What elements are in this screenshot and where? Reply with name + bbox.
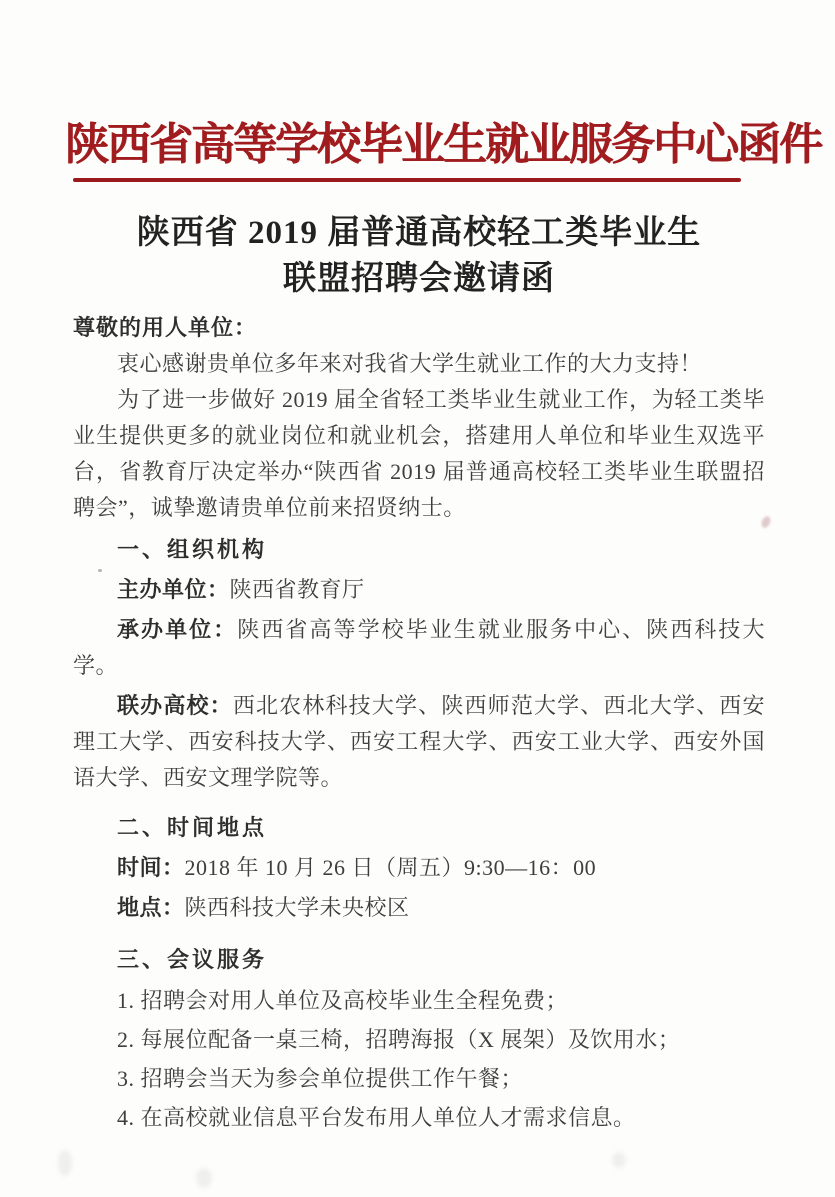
section-heading-services: 三、会议服务: [117, 947, 268, 972]
time-text: 2018 年 10 月 26 日（周五）9:30—16：00: [184, 855, 597, 880]
organizer-co-universities-label: 联办高校：: [117, 693, 233, 718]
letterhead-rule: [73, 178, 741, 182]
service-item-1: 1. 招聘会对用人单位及高校毕业生全程免费；: [117, 988, 569, 1013]
organizer-co-universities-item: [73, 688, 765, 796]
letterhead-title: 陕西省高等学校毕业生就业服务中心函件: [65, 120, 821, 169]
intro-paragraph-invitation: 为了进一步做好 2019 届全省轻工类毕业生就业工作，为轻工类毕业生提供更多的就业岗位和就业机会，搭建用人单位和毕业生双选平台，省教育厅决定举办“陕西省 2019 届普通高校轻工类毕业生联盟招聘会”，诚挚邀请贵单位前来招贤纳士。: [73, 387, 765, 520]
service-item-3: 3. 招聘会当天为参会单位提供工作午餐；: [117, 1066, 524, 1091]
intro-paragraph-thanks: 衷心感谢贵单位多年来对我省大学生就业工作的大力支持！: [117, 351, 703, 376]
document-title: [73, 210, 765, 302]
scan-speck-artifact: [98, 569, 102, 572]
document-title-line1: 陕西省 2019 届普通高校轻工类毕业生: [136, 215, 702, 251]
organizer-undertaker-label: 承办单位：: [117, 617, 238, 642]
organizer-undertaker-item: [73, 612, 765, 684]
service-item-4: 4. 在高校就业信息平台发布用人单位人才需求信息。: [117, 1105, 636, 1130]
place-item: [73, 890, 765, 926]
place-label: 地点：: [117, 895, 185, 920]
scan-smudge-artifact: [612, 1152, 626, 1168]
time-label: 时间：: [117, 855, 185, 880]
document-title-line2: 联盟招聘会邀请函: [283, 261, 555, 297]
section-heading-organization: 一、组织机构: [117, 537, 268, 562]
section-heading-time-place: 二、时间地点: [117, 815, 268, 840]
scan-smudge-artifact: [196, 1168, 212, 1188]
scan-smudge-artifact: [58, 1150, 72, 1176]
place-text: 陕西科技大学未央校区: [184, 895, 410, 920]
organizer-undertaker-text: 陕西省高等学校毕业生就业服务中心、陕西科技大学。: [73, 617, 765, 678]
organizer-host-item: [73, 572, 765, 608]
salutation: 尊敬的用人单位：: [73, 315, 258, 340]
service-item-2: 2. 每展位配备一桌三椅，招聘海报（X 展架）及饮用水；: [117, 1027, 681, 1052]
organizer-host-text: 陕西省教育厅: [229, 577, 365, 602]
organizer-co-universities-text: 西北农林科技大学、陕西师范大学、西北大学、西安理工大学、西安科技大学、西安工程大学、西安工业大学、西安外国语大学、西安文理学院等。: [73, 693, 765, 790]
time-item: [73, 850, 765, 886]
organizer-host-label: 主办单位：: [117, 577, 230, 602]
letterhead: [65, 118, 821, 182]
